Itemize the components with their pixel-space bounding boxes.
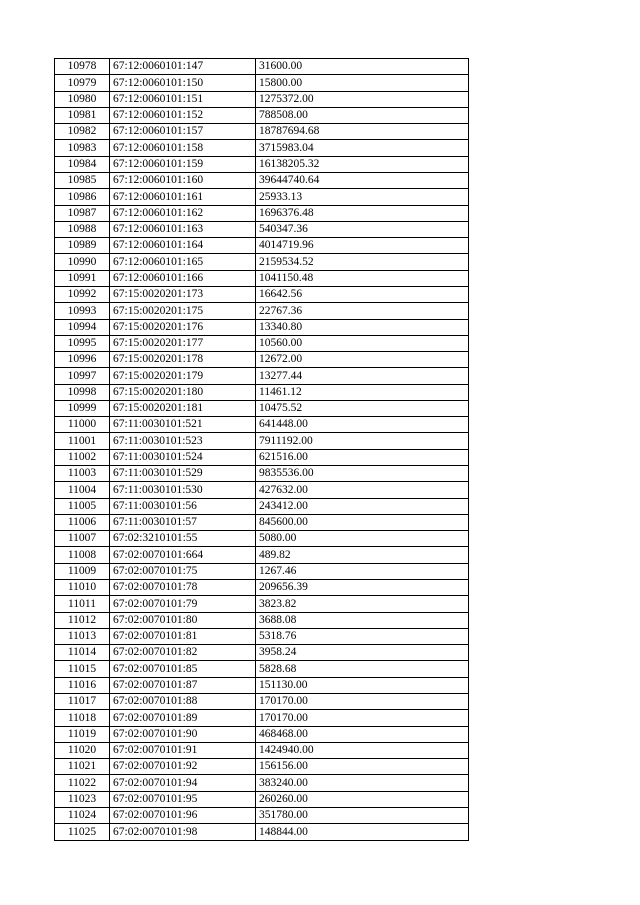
table-row	[55, 807, 469, 823]
value-cell: 845600.00	[256, 514, 469, 530]
table-row	[55, 335, 469, 351]
table-row	[55, 482, 469, 498]
cadastral-number-cell: 67:02:0070101:80	[110, 612, 256, 628]
value-cell: 3958.24	[256, 645, 469, 661]
cadastral-number-cell: 67:02:0070101:94	[110, 775, 256, 791]
value-cell: 1696376.48	[256, 205, 469, 221]
row-number-cell: 11024	[55, 807, 110, 823]
table-row	[55, 824, 469, 840]
cadastral-number-cell: 67:11:0030101:523	[110, 433, 256, 449]
row-number-cell: 10985	[55, 172, 110, 188]
value-cell: 170170.00	[256, 710, 469, 726]
cadastral-number-cell: 67:02:0070101:82	[110, 645, 256, 661]
table-row	[55, 286, 469, 302]
value-cell: 383240.00	[256, 775, 469, 791]
row-number-cell: 11004	[55, 482, 110, 498]
table-row	[55, 107, 469, 123]
value-cell: 489.82	[256, 547, 469, 563]
cadastral-number-cell: 67:11:0030101:524	[110, 449, 256, 465]
cadastral-number-cell: 67:12:0060101:160	[110, 172, 256, 188]
value-cell: 2159534.52	[256, 254, 469, 270]
cadastral-number-cell: 67:12:0060101:161	[110, 189, 256, 205]
row-number-cell: 11006	[55, 514, 110, 530]
value-cell: 3823.82	[256, 596, 469, 612]
cadastral-number-cell: 67:12:0060101:164	[110, 238, 256, 254]
cadastral-number-cell: 67:02:0070101:90	[110, 726, 256, 742]
value-cell: 10560.00	[256, 335, 469, 351]
table-row	[55, 498, 469, 514]
cadastral-number-cell: 67:02:0070101:75	[110, 563, 256, 579]
row-number-cell: 10982	[55, 124, 110, 140]
table-row	[55, 238, 469, 254]
cadastral-number-cell: 67:12:0060101:158	[110, 140, 256, 156]
cadastral-number-cell: 67:02:0070101:92	[110, 759, 256, 775]
table-row	[55, 661, 469, 677]
value-cell: 15800.00	[256, 75, 469, 91]
row-number-cell: 11000	[55, 417, 110, 433]
value-cell: 22767.36	[256, 303, 469, 319]
row-number-cell: 11003	[55, 466, 110, 482]
table-row	[55, 531, 469, 547]
table-row	[55, 710, 469, 726]
row-number-cell: 11018	[55, 710, 110, 726]
table-row	[55, 254, 469, 270]
table-row	[55, 726, 469, 742]
cadastral-number-cell: 67:02:0070101:85	[110, 661, 256, 677]
cadastral-number-cell: 67:11:0030101:530	[110, 482, 256, 498]
row-number-cell: 11019	[55, 726, 110, 742]
table-row	[55, 612, 469, 628]
value-cell: 39644740.64	[256, 172, 469, 188]
value-cell: 31600.00	[256, 59, 469, 75]
table-row	[55, 221, 469, 237]
value-cell: 170170.00	[256, 693, 469, 709]
value-cell: 5318.76	[256, 628, 469, 644]
cadastral-number-cell: 67:12:0060101:157	[110, 124, 256, 140]
row-number-cell: 11007	[55, 531, 110, 547]
cadastral-number-cell: 67:12:0060101:162	[110, 205, 256, 221]
value-cell: 788508.00	[256, 107, 469, 123]
cadastral-number-cell: 67:02:0070101:98	[110, 824, 256, 840]
row-number-cell: 11001	[55, 433, 110, 449]
row-number-cell: 10994	[55, 319, 110, 335]
cadastral-number-cell: 67:15:0020201:181	[110, 400, 256, 416]
value-cell: 148844.00	[256, 824, 469, 840]
cadastral-number-cell: 67:12:0060101:159	[110, 156, 256, 172]
row-number-cell: 11020	[55, 742, 110, 758]
value-cell: 427632.00	[256, 482, 469, 498]
table-row	[55, 91, 469, 107]
row-number-cell: 11014	[55, 645, 110, 661]
row-number-cell: 10993	[55, 303, 110, 319]
registry-table	[54, 58, 469, 841]
table-row	[55, 124, 469, 140]
value-cell: 1267.46	[256, 563, 469, 579]
row-number-cell: 10979	[55, 75, 110, 91]
cadastral-number-cell: 67:11:0030101:521	[110, 417, 256, 433]
row-number-cell: 10998	[55, 384, 110, 400]
value-cell: 641448.00	[256, 417, 469, 433]
value-cell: 9835536.00	[256, 466, 469, 482]
row-number-cell: 10996	[55, 352, 110, 368]
value-cell: 351780.00	[256, 807, 469, 823]
row-number-cell: 10988	[55, 221, 110, 237]
value-cell: 16138205.32	[256, 156, 469, 172]
table-row	[55, 693, 469, 709]
row-number-cell: 11011	[55, 596, 110, 612]
row-number-cell: 11009	[55, 563, 110, 579]
row-number-cell: 11025	[55, 824, 110, 840]
cadastral-number-cell: 67:12:0060101:163	[110, 221, 256, 237]
table-row	[55, 303, 469, 319]
cadastral-number-cell: 67:02:0070101:89	[110, 710, 256, 726]
cadastral-number-cell: 67:15:0020201:176	[110, 319, 256, 335]
value-cell: 1041150.48	[256, 270, 469, 286]
row-number-cell: 11005	[55, 498, 110, 514]
registry-table-body	[55, 59, 469, 841]
table-row	[55, 596, 469, 612]
table-row	[55, 433, 469, 449]
cadastral-number-cell: 67:15:0020201:177	[110, 335, 256, 351]
row-number-cell: 11021	[55, 759, 110, 775]
value-cell: 5828.68	[256, 661, 469, 677]
cadastral-number-cell: 67:12:0060101:152	[110, 107, 256, 123]
value-cell: 3688.08	[256, 612, 469, 628]
row-number-cell: 10981	[55, 107, 110, 123]
cadastral-number-cell: 67:02:0070101:79	[110, 596, 256, 612]
value-cell: 5080.00	[256, 531, 469, 547]
row-number-cell: 11002	[55, 449, 110, 465]
value-cell: 260260.00	[256, 791, 469, 807]
value-cell: 11461.12	[256, 384, 469, 400]
value-cell: 151130.00	[256, 677, 469, 693]
cadastral-number-cell: 67:15:0020201:179	[110, 368, 256, 384]
cadastral-number-cell: 67:15:0020201:173	[110, 286, 256, 302]
value-cell: 13277.44	[256, 368, 469, 384]
table-row	[55, 580, 469, 596]
row-number-cell: 10989	[55, 238, 110, 254]
table-row	[55, 466, 469, 482]
table-row	[55, 384, 469, 400]
value-cell: 18787694.68	[256, 124, 469, 140]
table-row	[55, 449, 469, 465]
value-cell: 1275372.00	[256, 91, 469, 107]
cadastral-number-cell: 67:12:0060101:150	[110, 75, 256, 91]
row-number-cell: 10997	[55, 368, 110, 384]
cadastral-number-cell: 67:02:0070101:96	[110, 807, 256, 823]
row-number-cell: 10984	[55, 156, 110, 172]
cadastral-number-cell: 67:02:0070101:88	[110, 693, 256, 709]
cadastral-number-cell: 67:02:0070101:664	[110, 547, 256, 563]
value-cell: 1424940.00	[256, 742, 469, 758]
table-row	[55, 400, 469, 416]
value-cell: 156156.00	[256, 759, 469, 775]
row-number-cell: 10992	[55, 286, 110, 302]
table-row	[55, 563, 469, 579]
table-row	[55, 319, 469, 335]
value-cell: 7911192.00	[256, 433, 469, 449]
row-number-cell: 10980	[55, 91, 110, 107]
table-row	[55, 59, 469, 75]
table-row	[55, 156, 469, 172]
table-row	[55, 352, 469, 368]
row-number-cell: 10991	[55, 270, 110, 286]
table-row	[55, 628, 469, 644]
cadastral-number-cell: 67:02:0070101:91	[110, 742, 256, 758]
row-number-cell: 10987	[55, 205, 110, 221]
table-row	[55, 514, 469, 530]
table-row	[55, 775, 469, 791]
table-row	[55, 172, 469, 188]
table-row	[55, 270, 469, 286]
cadastral-number-cell: 67:15:0020201:175	[110, 303, 256, 319]
cadastral-number-cell: 67:02:0070101:78	[110, 580, 256, 596]
value-cell: 12672.00	[256, 352, 469, 368]
table-row	[55, 417, 469, 433]
row-number-cell: 10978	[55, 59, 110, 75]
value-cell: 243412.00	[256, 498, 469, 514]
row-number-cell: 11017	[55, 693, 110, 709]
row-number-cell: 10995	[55, 335, 110, 351]
table-row	[55, 189, 469, 205]
row-number-cell: 11013	[55, 628, 110, 644]
table-row	[55, 677, 469, 693]
value-cell: 540347.36	[256, 221, 469, 237]
row-number-cell: 11016	[55, 677, 110, 693]
table-row	[55, 645, 469, 661]
table-row	[55, 368, 469, 384]
value-cell: 621516.00	[256, 449, 469, 465]
table-row	[55, 759, 469, 775]
cadastral-number-cell: 67:02:0070101:95	[110, 791, 256, 807]
value-cell: 4014719.96	[256, 238, 469, 254]
cadastral-number-cell: 67:02:0070101:87	[110, 677, 256, 693]
value-cell: 13340.80	[256, 319, 469, 335]
table-row	[55, 742, 469, 758]
row-number-cell: 11012	[55, 612, 110, 628]
table-row	[55, 547, 469, 563]
row-number-cell: 10999	[55, 400, 110, 416]
row-number-cell: 11022	[55, 775, 110, 791]
row-number-cell: 10986	[55, 189, 110, 205]
cadastral-number-cell: 67:02:0070101:81	[110, 628, 256, 644]
cadastral-number-cell: 67:11:0030101:529	[110, 466, 256, 482]
cadastral-number-cell: 67:12:0060101:166	[110, 270, 256, 286]
cadastral-number-cell: 67:15:0020201:178	[110, 352, 256, 368]
row-number-cell: 10990	[55, 254, 110, 270]
cadastral-number-cell: 67:12:0060101:147	[110, 59, 256, 75]
cadastral-number-cell: 67:11:0030101:57	[110, 514, 256, 530]
cadastral-number-cell: 67:12:0060101:165	[110, 254, 256, 270]
row-number-cell: 11008	[55, 547, 110, 563]
cadastral-number-cell: 67:12:0060101:151	[110, 91, 256, 107]
cadastral-number-cell: 67:02:3210101:55	[110, 531, 256, 547]
value-cell: 10475.52	[256, 400, 469, 416]
value-cell: 16642.56	[256, 286, 469, 302]
table-row	[55, 140, 469, 156]
cadastral-number-cell: 67:15:0020201:180	[110, 384, 256, 400]
table-row	[55, 791, 469, 807]
row-number-cell: 11010	[55, 580, 110, 596]
table-row	[55, 75, 469, 91]
table-row	[55, 205, 469, 221]
row-number-cell: 11023	[55, 791, 110, 807]
value-cell: 468468.00	[256, 726, 469, 742]
cadastral-number-cell: 67:11:0030101:56	[110, 498, 256, 514]
row-number-cell: 11015	[55, 661, 110, 677]
value-cell: 209656.39	[256, 580, 469, 596]
row-number-cell: 10983	[55, 140, 110, 156]
value-cell: 25933.13	[256, 189, 469, 205]
value-cell: 3715983.04	[256, 140, 469, 156]
